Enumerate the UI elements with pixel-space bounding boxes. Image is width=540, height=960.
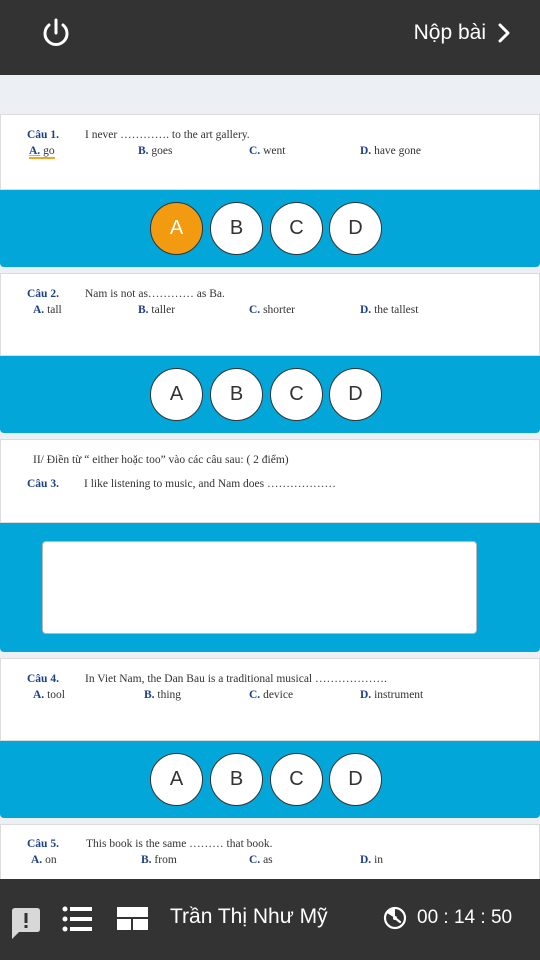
answer-choice-c[interactable]: C [270, 753, 323, 806]
question-text: I never …………. to the art gallery. [85, 129, 250, 141]
student-name: Trần Thị Như Mỹ [170, 905, 328, 928]
submit-label: Nộp bài [413, 21, 486, 44]
timer-value: 00 : 14 : 50 [417, 907, 513, 928]
report-icon[interactable] [10, 907, 42, 944]
question-card-5 [0, 824, 540, 884]
exam-timer [383, 906, 512, 930]
answer-choice-c[interactable]: C [270, 368, 323, 421]
bottom-bar [0, 879, 540, 960]
power-icon[interactable] [36, 14, 76, 54]
answer-choice-d[interactable]: D [329, 368, 382, 421]
option-b: B. from [141, 854, 177, 866]
section-heading: II/ Điền từ “ either hoặc too” vào các câu sau: ( 2 điểm) [33, 454, 289, 466]
question-card-4 [0, 658, 540, 741]
answer-choice-c[interactable]: C [270, 202, 323, 255]
question-text: I like listening to music, and Nam does ……………… [84, 478, 337, 490]
chevron-right-icon [496, 23, 512, 43]
question-number: Câu 4. [27, 673, 59, 685]
question-number: Câu 3. [27, 478, 59, 490]
option-a: A. tall [33, 304, 62, 316]
question-card-1 [0, 114, 540, 190]
question-text: This book is the same ……… that book. [86, 838, 273, 850]
answer-choice-a[interactable]: A [150, 753, 203, 806]
answer-band-2 [0, 356, 540, 433]
option-b: B. taller [138, 304, 176, 316]
submit-button[interactable] [414, 18, 512, 48]
question-number: Câu 5. [27, 838, 59, 850]
answer-choice-b[interactable]: B [210, 753, 263, 806]
option-d: D. in [360, 854, 384, 866]
question-text: In Viet Nam, the Dan Bau is a traditional musical ………………. [85, 673, 387, 685]
option-c: C. went [249, 145, 286, 157]
answer-choice-d[interactable]: D [329, 202, 382, 255]
option-d: D. the tallest [360, 304, 419, 316]
answer-choice-d[interactable]: D [329, 753, 382, 806]
answer-band-1 [0, 190, 540, 267]
answer-text-field[interactable] [42, 541, 477, 634]
timer-icon [383, 906, 407, 930]
top-bar [0, 0, 540, 75]
answer-choice-b[interactable]: B [210, 368, 263, 421]
question-number: Câu 2. [27, 288, 59, 300]
answer-choice-a[interactable]: A [150, 368, 203, 421]
answer-choice-a[interactable]: A [150, 202, 203, 255]
question-card-3 [0, 439, 540, 523]
answer-band-4 [0, 741, 540, 818]
question-number: Câu 1. [27, 129, 59, 141]
option-c: C. as [249, 854, 273, 866]
option-b: B. thing [144, 689, 182, 701]
option-a: A. go [29, 145, 55, 157]
option-b: B. goes [138, 145, 173, 157]
question-text: Nam is not as………… as Ba. [85, 288, 225, 300]
option-d: D. have gone [360, 145, 422, 157]
question-list-icon[interactable] [62, 906, 92, 937]
option-d: D. instrument [360, 689, 424, 701]
question-card-2 [0, 273, 540, 356]
answer-choice-b[interactable]: B [210, 202, 263, 255]
answer-band-3 [0, 523, 540, 652]
option-c: C. device [249, 689, 294, 701]
layout-icon[interactable] [117, 907, 148, 935]
option-c: C. shorter [249, 304, 295, 316]
option-a: A. on [31, 854, 57, 866]
option-a: A. tool [33, 689, 65, 701]
